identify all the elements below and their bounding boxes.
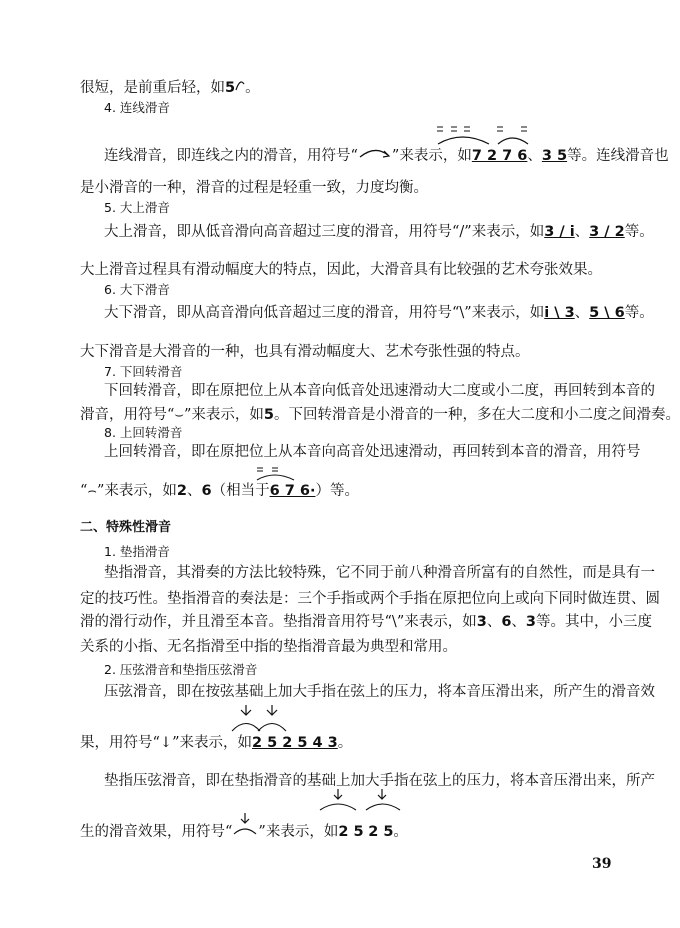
- notation: 2 5: [368, 824, 394, 840]
- notation: 6: [501, 614, 512, 630]
- text-run: ”来表示，如: [391, 148, 472, 164]
- grace-slide-icon: \: [391, 614, 397, 630]
- lower-turn-icon: ⌣: [174, 407, 184, 423]
- text-line: 大上滑音过程具有滑动幅度大的特点，因此，大滑音具有比较强的艺术夸张效果。: [80, 262, 602, 278]
- text-line: 大下滑音，即从高音滑向低音超过三度的滑音，用符号“\”来表示，如i \ 3、5 \ 6等。: [104, 305, 654, 321]
- text-line: 大上滑音，即从低音滑向高音超过三度的滑音，用符号“/”来表示，如3 / i、3 / 2等。: [104, 224, 654, 240]
- section-heading: 二、特殊性滑音: [80, 520, 172, 535]
- text-line: 垫指滑音，其滑奏的方法比较特殊，它不同于前八种滑音所富有的自然性，而是具有一: [104, 565, 655, 581]
- text-line: 关系的小指、无名指滑至中指的垫指滑音最为典型和常用。: [80, 639, 457, 655]
- text-run: “: [80, 483, 88, 499]
- text-run: 等。: [624, 305, 654, 321]
- grace-press-arcs-icon: [316, 788, 406, 814]
- text-run: 大上滑音，即从低音滑向高音超过三度的滑音，用符号“/”来表示，如: [104, 224, 545, 240]
- text-line: 是小滑音的一种，滑音的过程是轻重一致，力度均衡。: [80, 180, 428, 196]
- notation: i \ 3: [544, 305, 575, 321]
- notation: 7 2 7 6: [471, 148, 528, 164]
- text-run: 等。其中，小三度: [536, 614, 653, 630]
- text-run: ”来表示，如: [183, 407, 264, 423]
- legato-arc-icon: [494, 124, 534, 146]
- legato-arc-icon: [434, 124, 494, 146]
- notation: 3 5: [541, 148, 568, 164]
- notation: 6 7 6·: [269, 483, 316, 499]
- text-run: 等。: [624, 224, 654, 240]
- text-run: 。: [393, 824, 408, 840]
- heading-2: 2. 压弦滑音和垫指压弦滑音: [104, 662, 258, 677]
- notation: 5: [225, 80, 236, 96]
- notation: 3: [525, 614, 537, 630]
- notation: 6: [201, 483, 212, 499]
- text-run: 。下回转滑音是小滑音的一种，多在大二度和小二度之间滑奏。: [273, 407, 680, 423]
- text-line: 下回转滑音，即在原把位上从本音向低音处迅速滑动大二度或小二度，再回转到本音的: [104, 383, 655, 399]
- text-run: 等。连线滑音也: [567, 148, 669, 164]
- text-run: （相当于: [211, 483, 270, 499]
- text-line: 定的技巧性。垫指滑音的奏法是：三个手指或两个手指在原把位向上或向下同时做连贯、圆: [80, 591, 660, 607]
- text-line: [80, 812, 408, 842]
- text-line: [80, 78, 260, 98]
- text-line: 连线滑音，即连线之内的滑音，用符号“ ”来表示，如7 2 7 6、3 5等。连线滑音也: [104, 148, 669, 164]
- notation: 2 5: [338, 824, 364, 840]
- text-line: [80, 405, 680, 425]
- notation: 2 5 2 5 4 3: [252, 735, 338, 751]
- notation: 3 / 2: [589, 224, 625, 240]
- heading-7: 7. 下回转滑音: [104, 364, 183, 379]
- press-arcs-icon: [228, 704, 308, 734]
- grace-press-icon: [232, 812, 258, 838]
- heading-4: 4. 连线滑音: [104, 100, 170, 115]
- text-line: 上回转滑音，即在原把位上从本音向高音处迅速滑动，再回转到本音的滑音，用符号: [104, 444, 641, 460]
- text-line: 垫指压弦滑音，即在垫指滑音的基础上加大手指在弦上的压力，将本音压滑出来，所产: [104, 773, 655, 789]
- text-line: [80, 733, 352, 753]
- heading-1: 1. 垫指滑音: [104, 544, 170, 559]
- slide-mark-icon: [235, 78, 245, 92]
- text-line: 压弦滑音，即在按弦基础上加大手指在弦上的压力，将本音压滑出来，所产生的滑音效: [104, 684, 655, 700]
- text-run: 滑的滑行动作，并且滑至本音。垫指滑音用符号“: [80, 614, 392, 630]
- press-down-icon: ↓: [159, 735, 173, 751]
- text-run: 很短，是前重后轻，如: [80, 80, 225, 96]
- notation: 3: [476, 614, 487, 630]
- notation: 2: [176, 483, 187, 499]
- notation: 5 \ 6: [589, 305, 625, 321]
- text-run: ”来表示，如: [96, 483, 177, 499]
- text-line: “⌢”来表示，如2、6（相当于6 7 6·）等。: [80, 483, 359, 499]
- text-run: 。: [337, 735, 353, 751]
- notation: 5: [263, 407, 274, 423]
- notation: 3 / i: [544, 224, 575, 240]
- text-run: ”来表示，如: [258, 824, 339, 840]
- page-number: 39: [592, 856, 612, 872]
- text-run: ”来表示，如: [396, 614, 477, 630]
- text-run: 滑音，用符号“: [80, 407, 175, 423]
- text-run: ）等。: [315, 483, 359, 499]
- text-run: 果，用符号“: [80, 735, 160, 751]
- heading-8: 8. 上回转滑音: [104, 425, 183, 440]
- text-run: 大下滑音，即从高音滑向低音超过三度的滑音，用符号“\”来表示，如: [104, 305, 545, 321]
- upper-turn-icon: ⌢: [87, 483, 97, 499]
- heading-6: 6. 大下滑音: [104, 282, 170, 297]
- text-line: 大下滑音是大滑音的一种，也具有滑动幅度大、艺术夸张性强的特点。: [80, 344, 530, 360]
- triplet-arc-icon: [254, 466, 298, 482]
- text-run: ”来表示，如: [172, 735, 252, 751]
- text-run: 。: [245, 80, 260, 96]
- text-run: 连线滑音，即连线之内的滑音，用符号“: [104, 148, 358, 164]
- heading-5: 5. 大上滑音: [104, 200, 170, 215]
- legato-slide-icon: [358, 147, 392, 159]
- text-run: 生的滑音效果，用符号“: [80, 824, 233, 840]
- text-line: 滑的滑行动作，并且滑至本音。垫指滑音用符号“\”来表示，如3、6、3等。其中，小三度: [80, 614, 653, 630]
